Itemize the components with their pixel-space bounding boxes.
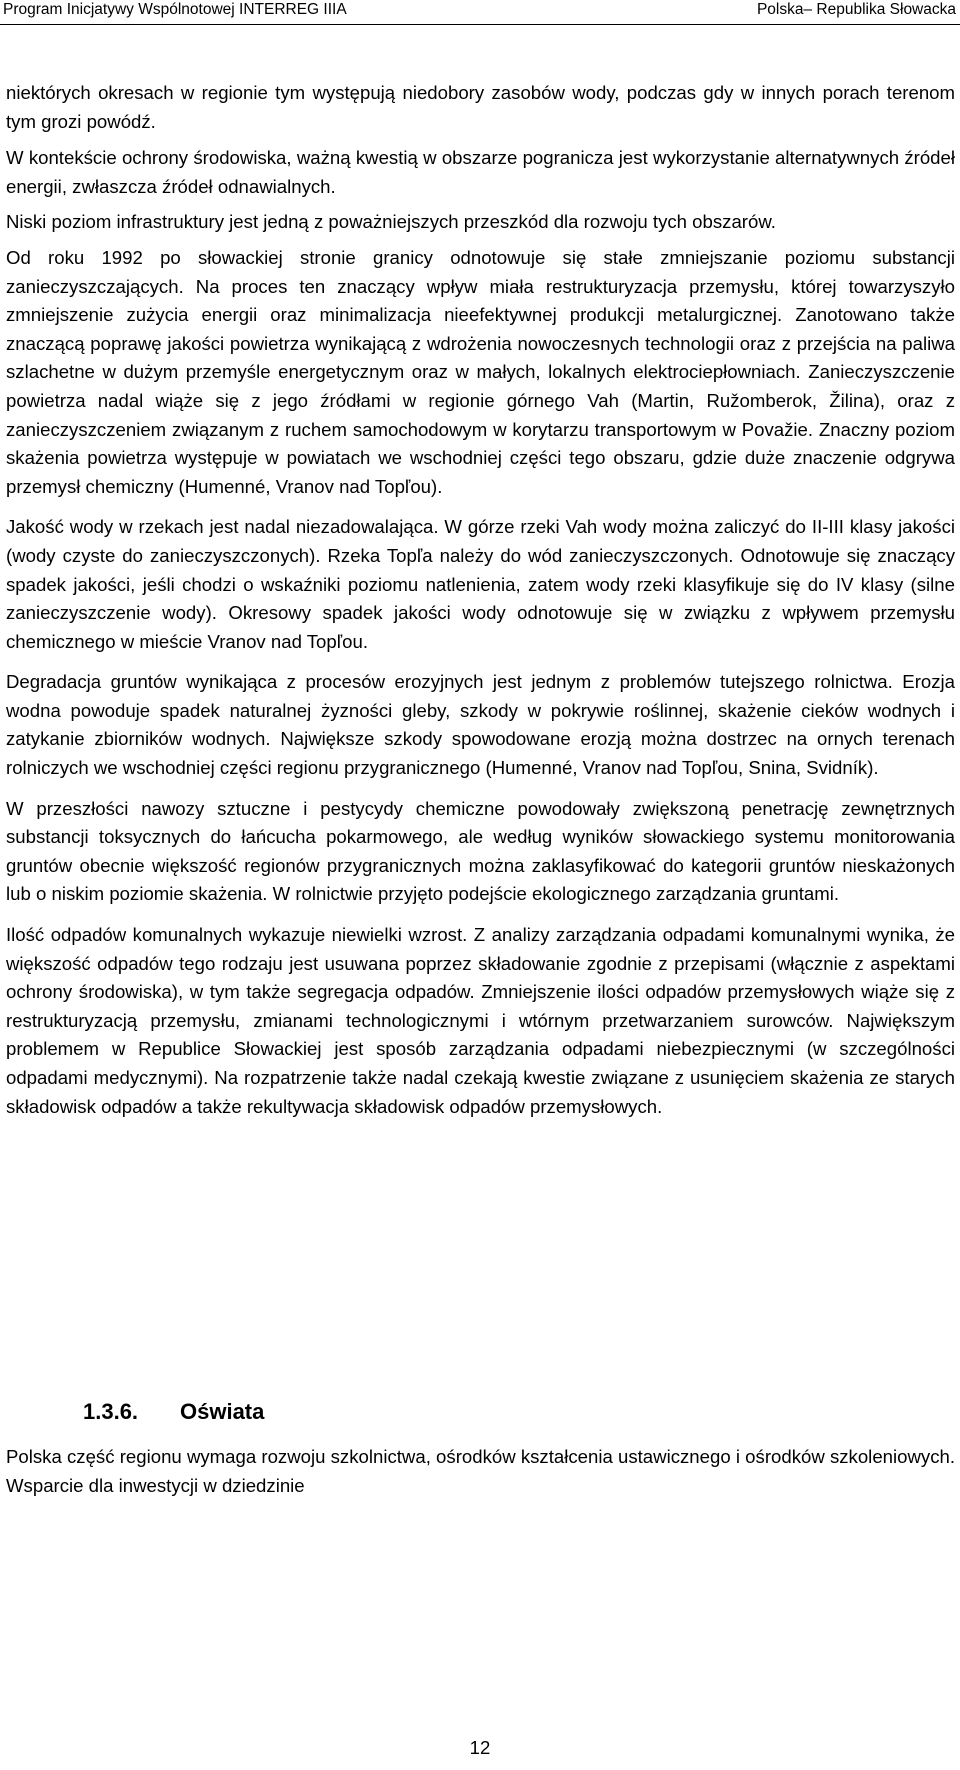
document-body bbox=[6, 79, 955, 1133]
page-number: 12 bbox=[469, 1737, 491, 1758]
paragraph: Jakość wody w rzekach jest nadal niezadowalająca. W górze rzeki Vah wody można zaliczyć do II-III klasy jakości (wody czyste do zanieczyszczonych). Rzeka Topľa należy do wód zanieczyszczonych. Odnotowuje się znaczący spadek jakości, jeśli chodzi o wskaźniki poziomu natlenienia, zatem wody rzeki klasyfikuje się do IV klasy (silne zanieczyszczenie wody). Okresowy spadek jakości wody odnotowuje się w związku z wpływem przemysłu chemicznego w mieście Vranov nad Topľou. bbox=[6, 516, 955, 652]
section-title: Oświata bbox=[180, 1399, 265, 1424]
header-region-title: Polska– Republika Słowacka bbox=[756, 1, 956, 18]
section-heading bbox=[83, 1399, 264, 1425]
paragraph: Polska część regionu wymaga rozwoju szkolnictwa, ośrodków kształcenia ustawicznego i ośrodków szkoleniowych. Wsparcie dla inwestycji w dziedzinie bbox=[6, 1446, 955, 1496]
section-body bbox=[6, 1443, 955, 1500]
section-number: 1.3.6. bbox=[83, 1399, 139, 1424]
paragraph: W kontekście ochrony środowiska, ważną kwestią w obszarze pogranicza jest wykorzystanie alternatywnych źródeł energii, zwłaszcza źródeł odnawialnych. bbox=[6, 147, 955, 197]
paragraph: Od roku 1992 po słowackiej stronie granicy odnotowuje się stałe zmniejszanie poziomu substancji zanieczyszczających. Na proces ten znaczący wpływ miała restrukturyzacja przemysłu, której towarzyszyło zmniejszenie zużycia energii oraz minimalizacja nieefektywnej produkcji metalurgicznej. Zanotowano także znaczącą poprawę jakości powietrza wynikającą z wdrożenia nowoczesnych technologii oraz z przejścia na paliwa szlachetne w dużym przemyśle energetycznym oraz w małych, lokalnych elektrociepłowniach. Zanieczyszczenie powietrza nadal wiąże się z jego źródłami w regionie górnego Vah (Martin, Ružomberok, Žilina), oraz z zanieczyszczeniem związanym z ruchem samochodowym w korytarzu transportowym w Považie. Znaczny poziom skażenia powietrza występuje w powiatach we wschodniej części tego obszaru, gdzie duże znaczenie odgrywa przemysł chemiczny (Humenné, Vranov nad Topľou). bbox=[6, 246, 955, 497]
paragraph: niektórych okresach w regionie tym występują niedobory zasobów wody, podczas gdy w innych porach terenom tym grozi powódź. bbox=[6, 82, 955, 132]
paragraph: Ilość odpadów komunalnych wykazuje niewielki wzrost. Z analizy zarządzania odpadami komunalnymi wynika, że większość odpadów tego rodzaju jest usuwana poprzez składowanie zgodnie z przepisami (włącznie z aspektami ochrony środowiska), w tym także segregacja odpadów. Zmniejszenie ilości odpadów przemysłowych wiąże się z restrukturyzacją przemysłu, zmianami technologicznymi i wtórnym przetwarzaniem surowców. Największym problemem w Republice Słowackiej jest sposób zarządzania odpadami niebezpiecznymi (w szczególności odpadami medycznymi). Na rozpatrzenie także nadal czekają kwestie związane z usunięciem skażenia ze starych składowisk odpadów a także rekultywacja składowisk odpadów przemysłowych. bbox=[6, 924, 955, 1117]
paragraph: Niski poziom infrastruktury jest jedną z poważniejszych przeszkód dla rozwoju tych obszarów. bbox=[6, 211, 776, 233]
paragraph: W przeszłości nawozy sztuczne i pestycydy chemiczne powodowały zwiększoną penetrację zewnętrznych substancji toksycznych do łańcucha pokarmowego, ale według wyników słowackiego systemu monitorowania gruntów obecnie większość regionów przygranicznych można zaklasyfikować do kategorii gruntów nieskażonych lub o niskim poziomie skażenia. W rolnictwie przyjęto podejście ekologicznego zarządzania gruntami. bbox=[6, 797, 955, 905]
page-header bbox=[0, 0, 960, 25]
header-program-title: Program Inicjatywy Wspólnotowej INTERREG IIIA bbox=[3, 1, 347, 18]
paragraph: Degradacja gruntów wynikająca z procesów erozyjnych jest jednym z problemów tutejszego rolnictwa. Erozja wodna powoduje spadek naturalnej żyzności gleby, szkody w pokrywie roślinnej, skażenie cieków wodnych i zatykanie zbiorników wodnych. Największe szkody spowodowane erozją można dostrzec na ornych terenach rolniczych we wschodniej części regionu przygranicznego (Humenné, Vranov nad Topľou, Snina, Svidník). bbox=[6, 671, 955, 779]
